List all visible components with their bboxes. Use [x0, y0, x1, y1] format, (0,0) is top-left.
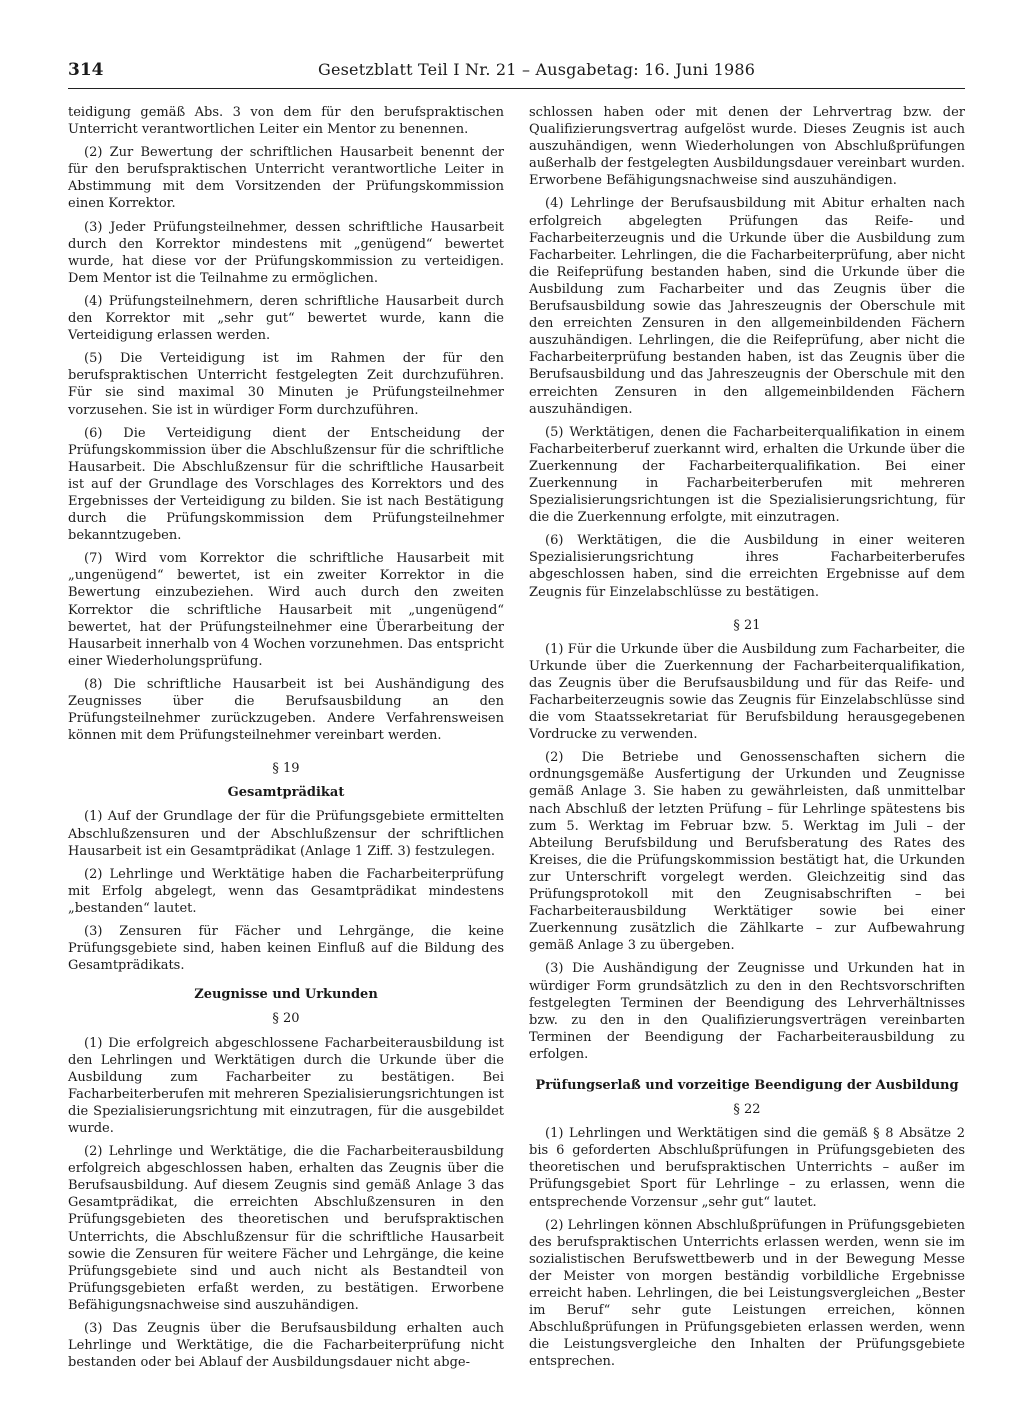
running-head: Gesetzblatt Teil I Nr. 21 – Ausgabetag: 16. Juni 1986 [318, 60, 756, 79]
page-header [68, 60, 968, 86]
section-heading: Zeugnisse und Urkunden [194, 987, 378, 1003]
section-heading: Prüfungserlaß und vorzeitige Beendigung der Ausbildung [535, 1077, 959, 1093]
paragraph: (3) Zensuren für Fächer und Lehrgänge, die keine Prüfungsgebiete sind, haben keinen Einfluß auf die Bildung des Gesamtprädikats. [68, 924, 504, 974]
paragraph: (6) Die Verteidigung dient der Entscheidung der Prüfungskommission über die Abschlußzensur für die schriftliche Hausarbeit. Die Abschlußzensur für die schriftliche Hausarbeit ist auf der Grundlage des Vorschlages des Korrektors und des Ergebnisses der Verteidigung zu bilden. Sie ist nach Bestätigung durch die Prüfungskommission dem Prüfungsteilnehmer bekanntzugeben. [68, 425, 504, 544]
page-number: 314 [68, 60, 104, 80]
paragraph: (3) Die Aushändigung der Zeugnisse und Urkunden hat in würdiger Form grundsätzlich zu den in den Rechtsvorschriften festgelegten Terminen der Beendigung des Lehrverhältnisses bzw. zu den in den Qualifizierungsverträgen vereinbarten Terminen der Beendigung der Facharbeiterausbildung zu erfolgen. [529, 961, 965, 1062]
section-number: § 19 [272, 761, 300, 777]
section-heading: Gesamtprädikat [227, 785, 345, 801]
section-number: § 22 [733, 1102, 761, 1118]
paragraph: (3) Das Zeugnis über die Berufsausbildung erhalten auch Lehrlinge und Werktätige, die die Facharbeiterprüfung nicht bestanden oder bei Ablauf der Ausbildungsdauer nicht abge- [68, 1321, 504, 1371]
paragraph: (1) Die erfolgreich abgeschlossene Facharbeiterausbildung ist den Lehrlingen und Werktätigen durch die Urkunde über die Ausbildung zum Facharbeiter zu bestätigen. Bei Facharbeiterberufen mit mehreren Spezialisierungsrichtungen ist die Spezialisierungsrichtung mit einzutragen, für die ausgebildet wurde. [68, 1035, 505, 1136]
header-rule [68, 88, 965, 89]
paragraph: (7) Wird vom Korrektor die schriftliche Hausarbeit mit „ungenügend“ bewertet, ist ein zweiter Korrektor in die Bewertung einzubeziehen. Wird auch durch den zweiten Korrektor die schriftliche Hausarbeit mit „ungenügend“ bewertet, hat der Prüfungsteilnehmer eine Überarbeitung der Hausarbeit innerhalb von 4 Wochen vorzunehmen. Das entspricht einer Wiederholungsprüfung. [68, 551, 504, 669]
paragraph: (4) Prüfungsteilnehmern, deren schriftliche Hausarbeit durch den Korrektor mit „sehr gut“ bewertet wurde, kann die Verteidigung erlassen werden. [68, 293, 504, 344]
paragraph: (1) Lehrlingen und Werktätigen sind die gemäß § 8 Absätze 2 bis 6 geforderten Abschlußprüfungen in Prüfungsgebieten des theoretischen und berufspraktischen Unterrichts – außer im Prüfungsgebiet Sport für Lehrlinge – zu erlassen, wenn die entsprechende Vorzensur „sehr gut“ lautet. [529, 1126, 965, 1210]
paragraph: (2) Lehrlinge und Werktätige haben die Facharbeiterprüfung mit Erfolg abgelegt, wenn das Gesamtprädikat mindestens „bestanden“ lautet. [68, 866, 504, 916]
paragraph: (4) Lehrlinge der Berufsausbildung mit Abitur erhalten nach erfolgreich abgelegten Prüfungen das Reife- und Facharbeiterzeugnis und die Urkunde über die Ausbildung zum Facharbeiter. Lehrlingen, die die Facharbeiterprüfung, aber nicht die Reifeprüfung bestanden haben, sind die Urkunde über die Ausbildung zum Facharbeiter und das Zeugnis über die Berufsausbildung sowie das Jahreszeugnis der Oberschule mit den erreichten Zensuren in den allgemeinbildenden Fächern auszuhändigen. Lehrlingen, die die Reifeprüfung, aber nicht die Facharbeiterprüfung bestanden haben, ist das Zeugnis über die Berufsausbildung und das Jahreszeugnis der Oberschule mit den erreichten Zensuren in den allgemeinbildenden Fächern auszuhändigen. [529, 196, 965, 417]
paragraph: (2) Lehrlinge und Werktätige, die die Facharbeiterausbildung erfolgreich abgeschlossen haben, erhalten das Zeugnis über die Berufsausbildung. Auf diesem Zeugnis sind gemäß Anlage 3 das Gesamtprädikat, die erreichten Abschlußzensuren in den Prüfungsgebieten des theoretischen und berufspraktischen Unterrichts, die Abschlußzensur für die schriftliche Hausarbeit sowie die Zensuren für weitere Fächer und Lehrgänge, die keine Prüfungsgebiete sind und auch nicht als Bestandteil von Prüfungsgebieten erfaßt werden, zu bestätigen. Erworbene Befähigungsnachweise sind auszuhändigen. [68, 1144, 504, 1313]
right-column [529, 104, 965, 1376]
paragraph: (5) Werktätigen, denen die Facharbeiterqualifikation in einem Facharbeiterberuf zuerkannt wird, erhalten die Urkunde über die Zuerkennung der Facharbeiterqualifikation. Bei einer Zuerkennung in Facharbeiterberufen mit mehreren Spezialisierungsrichtungen ist die Spezialisierungsrichtung, für die die Zuerkennung erfolgte, mit einzutragen. [529, 424, 965, 526]
paragraph: (1) Für die Urkunde über die Ausbildung zum Facharbeiter, die Urkunde über die Zuerkennung der Facharbeiterqualifikation, das Zeugnis über die Berufsausbildung und für das Reife- und Facharbeiterzeugnis sowie das Zeugnis für Einzelabschlüsse sind die vom Staatssekretariat für Berufsbildung herausgegebenen Vordrucke zu verwenden. [529, 641, 965, 743]
paragraph: (6) Werktätigen, die die Ausbildung in einer weiteren Spezialisierungsrichtung ihres Facharbeiterberufes abgeschlossen haben, sind die erreichten Ergebnisse auf dem Zeugnis für Einzelabschlüsse zu bestätigen. [529, 533, 965, 600]
paragraph: (3) Jeder Prüfungsteilnehmer, dessen schriftliche Hausarbeit durch den Korrektor mindestens mit „genügend“ bewertet wurde, hat diese vor der Prüfungskommission zu verteidigen. Dem Mentor ist die Teilnahme zu ermöglichen. [68, 219, 504, 286]
left-column [68, 104, 504, 1377]
section-number: § 20 [272, 1011, 300, 1027]
paragraph: (1) Auf der Grundlage der für die Prüfungsgebiete ermittelten Abschlußzensuren und der Abschlußzensur der schriftlichen Hausarbeit ist ein Gesamtprädikat (Anlage 1 Ziff. 3) festzulegen. [68, 809, 504, 859]
paragraph: (2) Zur Bewertung der schriftlichen Hausarbeit benennt der für den berufspraktischen Unterricht verantwortliche Leiter in Abstimmung mit dem Vorsitzenden der Prüfungskommission einen Korrektor. [68, 145, 504, 212]
paragraph: (5) Die Verteidigung ist im Rahmen der für den berufspraktischen Unterricht festgelegten Zeit durchzuführen. Für sie sind maximal 30 Minuten je Prüfungsteilnehmer vorzusehen. Sie ist in würdiger Form durchzuführen. [68, 351, 504, 418]
paragraph: schlossen haben oder mit denen der Lehrvertrag bzw. der Qualifizierungsvertrag aufgelöst wurde. Dieses Zeugnis ist auch auszuhändigen, wenn Wiederholungen von Abschlußprüfungen außerhalb der festgelegten Ausbildungsdauer vereinbart wurden. Erworbene Befähigungsnachweise sind auszuhändigen. [529, 105, 965, 189]
paragraph: (2) Lehrlingen können Abschlußprüfungen in Prüfungsgebieten des berufspraktischen Unterrichts erlassen werden, wenn sie im sozialistischen Berufswettbewerb und in der Bewegung Messe der Meister von morgen beständig vorbildliche Ergebnisse erreicht haben. Lehrlingen, die bei Leistungsvergleichen „Bester im Beruf“ sehr gute Leistungen erreichen, können Abschlußprüfungen in Prüfungsgebieten erlassen werden, wenn die Leistungsvergleiche den Inhalten der Prüfungsgebiete entsprechen. [529, 1217, 965, 1370]
paragraph: (8) Die schriftliche Hausarbeit ist bei Aushändigung des Zeugnisses über die Berufsausbildung an den Prüfungsteilnehmer zurückzugeben. Andere Verfahrensweisen können mit dem Prüfungsteilnehmer vereinbart werden. [68, 676, 504, 744]
paragraph: (2) Die Betriebe und Genossenschaften sichern die ordnungsgemäße Ausfertigung der Urkunden und Zeugnisse gemäß Anlage 3. Sie haben zu gewährleisten, daß unmittelbar nach Abschluß der letzten Prüfung – für Lehrlinge spätestens bis zum 5. Werktag im Februar bzw. 5. Werktag im Juli – der Abteilung Berufsbildung und Berufsberatung des Rates des Kreises, die die Prüfungskommission bestätigt hat, die Urkunden zur Unterschrift vorgelegt werden. Gleichzeitig sind das Prüfungsprotokoll mit den Zeugnisabschriften – bei Facharbeiterausbildung Werktätiger sowie bei einer Zuerkennung zusätzlich die Zählkarte – zur Aufbewahrung gemäß Anlage 3 zu übergeben. [529, 750, 965, 954]
paragraph: teidigung gemäß Abs. 3 von dem für den berufspraktischen Unterricht verantwortlichen Leiter ein Mentor zu benennen. [68, 105, 504, 138]
section-number: § 21 [733, 617, 761, 633]
